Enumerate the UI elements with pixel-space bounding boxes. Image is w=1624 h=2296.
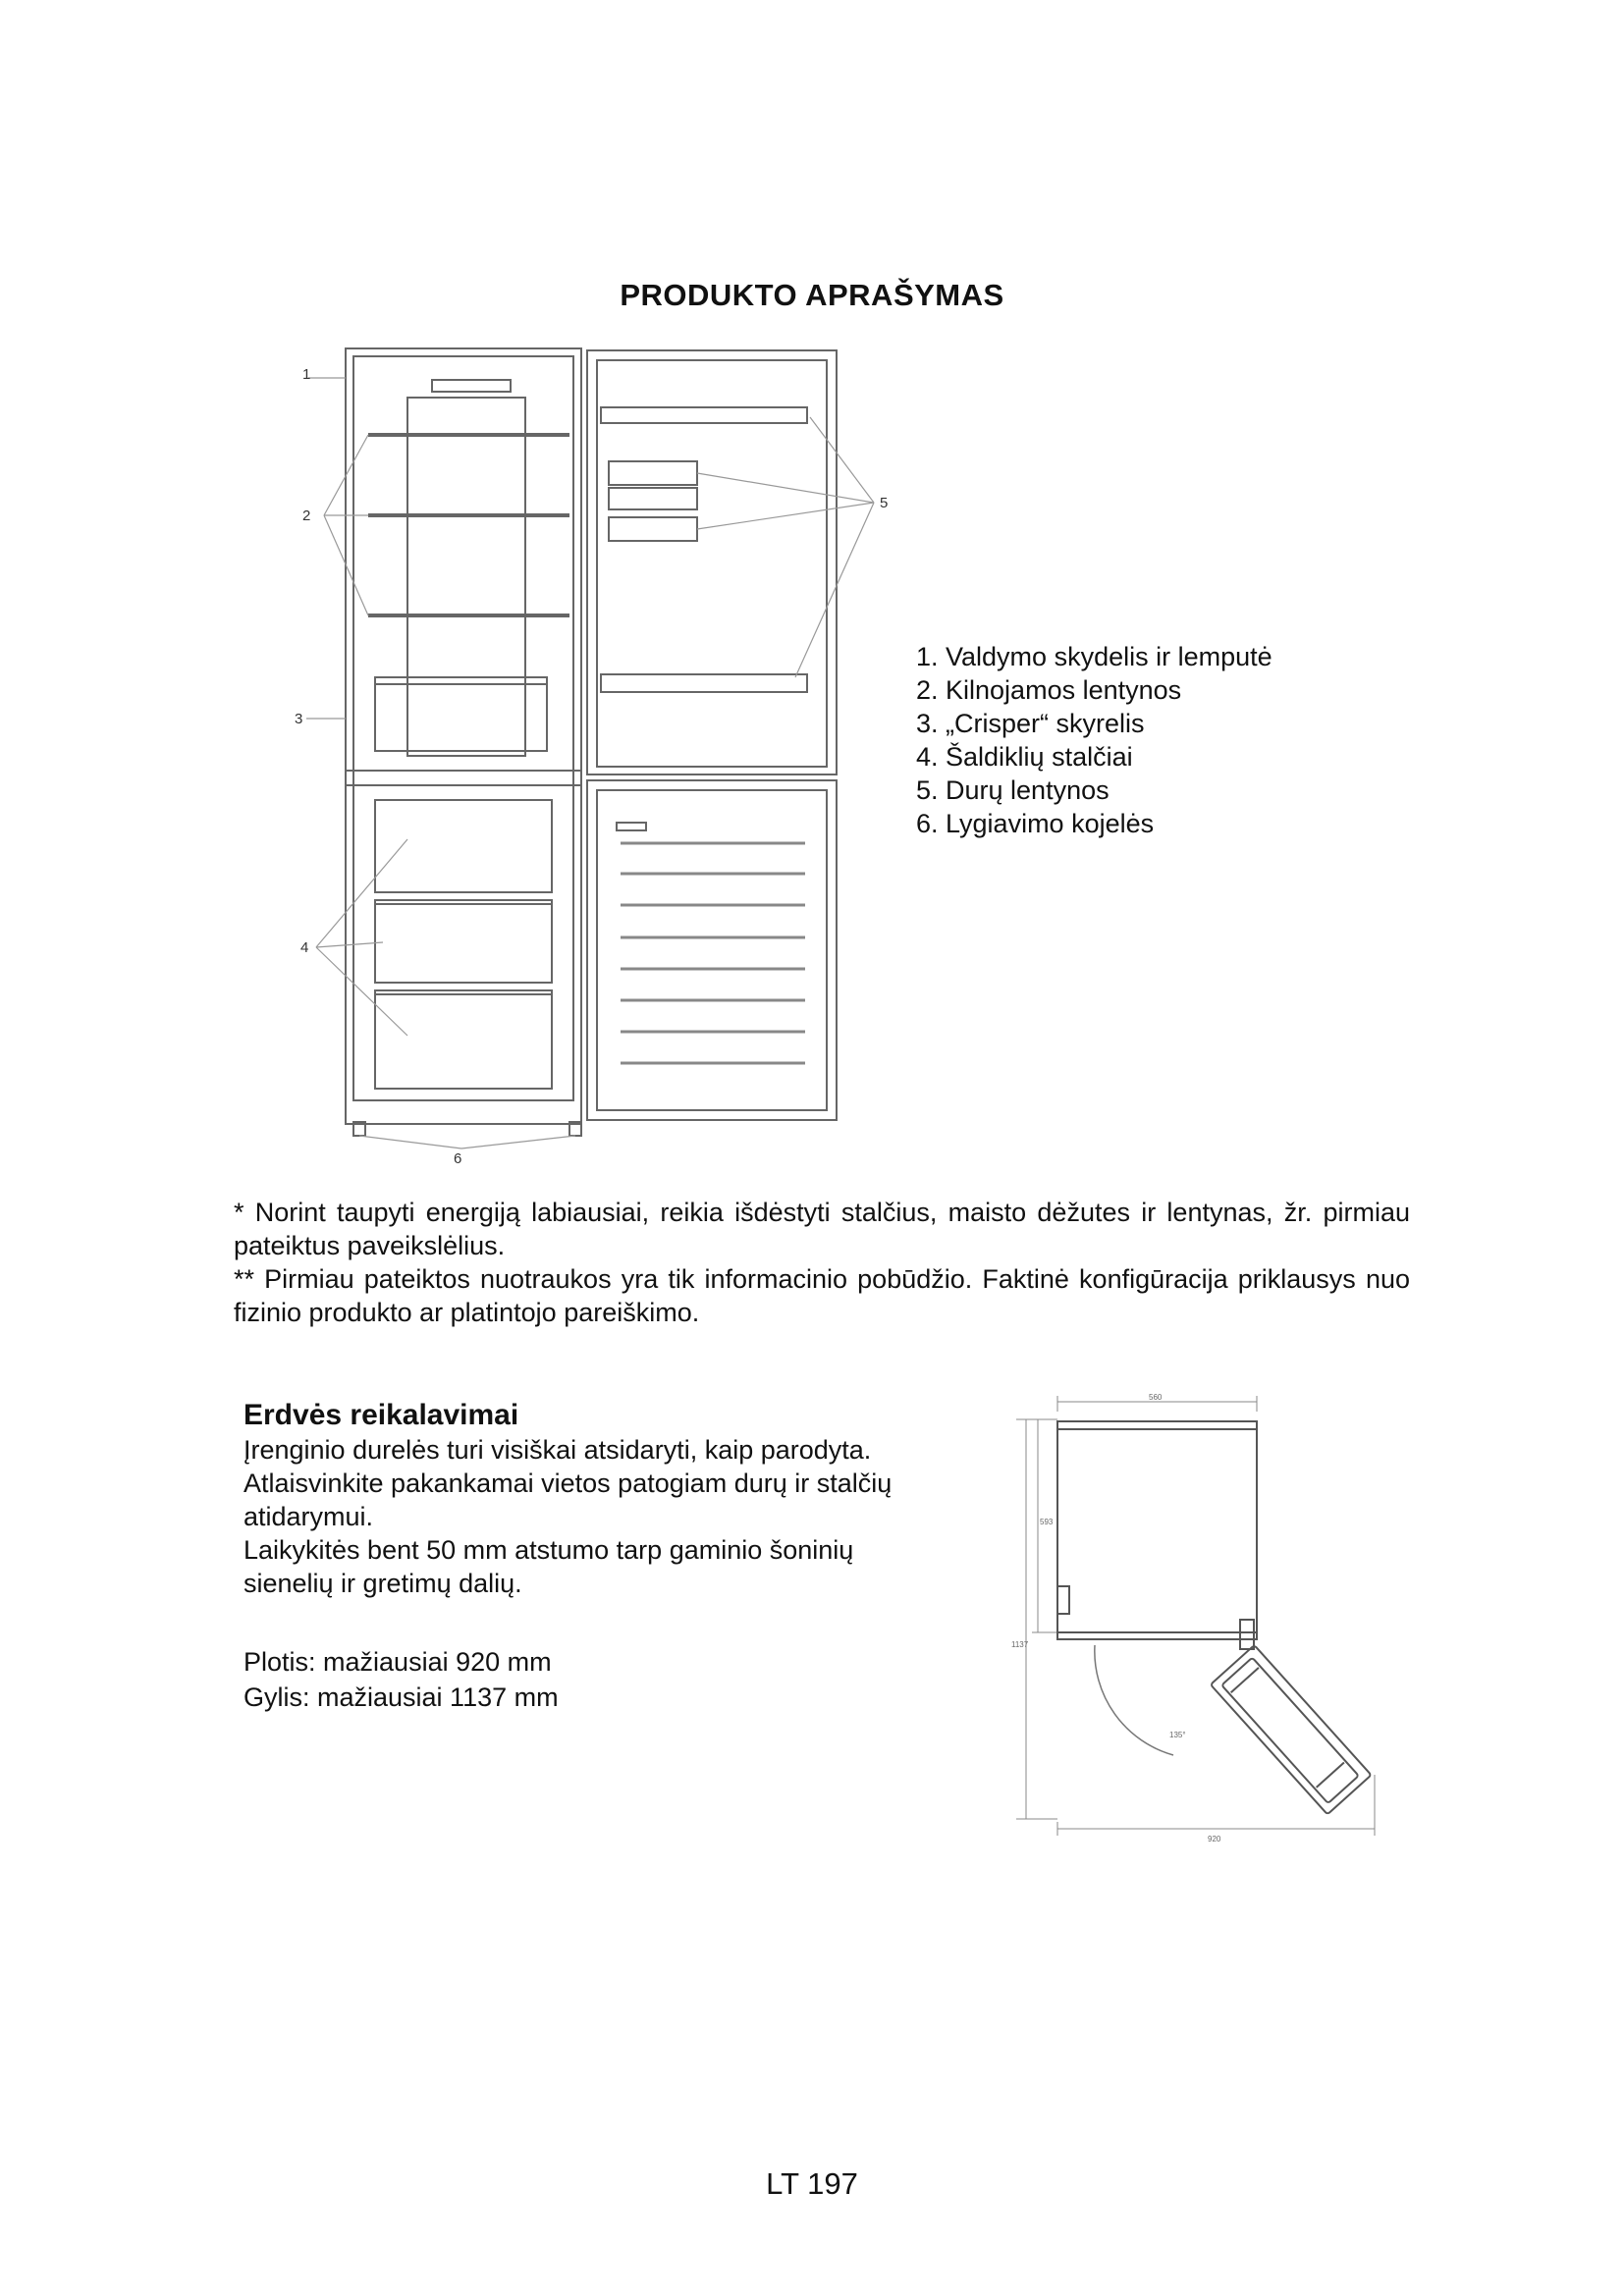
parts-legend	[916, 640, 1272, 840]
minimum-dimensions	[244, 1644, 559, 1715]
requirement-line: Atlaisvinkite pakankamai vietos patogiam durų ir stalčių	[244, 1468, 893, 1498]
page-title: PRODUKTO APRAŠYMAS	[620, 278, 1004, 312]
legend-item: 1. Valdymo skydelis ir lemputė	[916, 642, 1272, 671]
callout-2: 2	[302, 507, 311, 524]
dim-side-total: 1137	[1011, 1640, 1029, 1649]
dim-side-upper: 593	[1040, 1518, 1054, 1526]
note-disclaimer: ** Pirmiau pateiktos nuotraukos yra tik informacinio pobūdžio. Faktinė konfigūracija priklausys nuo fizinio produkto ar platintojo pareiškimo.	[234, 1264, 1410, 1327]
requirement-line: sienelių ir gretimų dalių.	[244, 1569, 522, 1598]
space-requirements-text	[244, 1433, 970, 1600]
legend-item: 5. Durų lentynos	[916, 775, 1110, 805]
depth-label: Gylis: mažiausiai 1137 mm	[244, 1682, 559, 1712]
legend-item: 3. „Crisper“ skyrelis	[916, 709, 1145, 738]
page-number: LT 197	[766, 2166, 858, 2201]
callout-1: 1	[302, 366, 311, 383]
note-energy: * Norint taupyti energiją labiausiai, reikia išdėstyti stalčius, maisto dėžutes ir lentynas, žr. pirmiau pateiktus paveikslėlius.	[234, 1198, 1410, 1260]
callout-3: 3	[295, 711, 303, 727]
callout-4: 4	[300, 939, 309, 956]
legend-item: 2. Kilnojamos lentynos	[916, 675, 1182, 705]
door-angle: 135°	[1169, 1731, 1186, 1739]
callout-6: 6	[454, 1150, 462, 1167]
notes	[234, 1196, 1410, 1329]
callout-5: 5	[880, 495, 889, 511]
dim-top: 560	[1149, 1393, 1163, 1402]
dim-bottom: 920	[1208, 1835, 1221, 1843]
section-heading: Erdvės reikalavimai	[244, 1399, 519, 1431]
legend-item: 6. Lygiavimo kojelės	[916, 809, 1155, 838]
fridge-diagram	[285, 329, 913, 1183]
requirement-line: Įrenginio durelės turi visiškai atsidaryti, kaip parodyta.	[244, 1435, 872, 1465]
requirement-line: Laikykitės bent 50 mm atstumo tarp gaminio šoninių	[244, 1535, 854, 1565]
legend-item: 4. Šaldiklių stalčiai	[916, 742, 1133, 772]
clearance-diagram	[987, 1392, 1399, 1853]
requirement-line: atidarymui.	[244, 1502, 374, 1531]
width-label: Plotis: mažiausiai 920 mm	[244, 1647, 552, 1677]
